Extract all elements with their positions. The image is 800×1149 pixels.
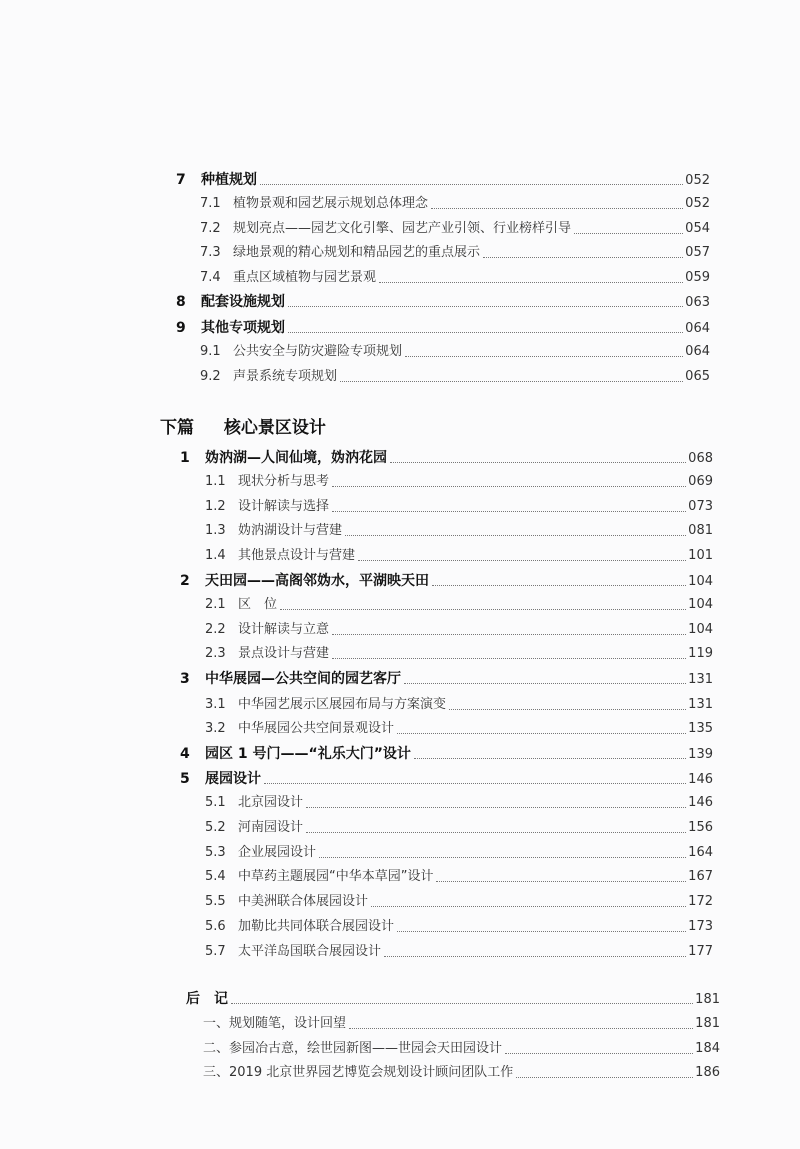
- toc-entry-title: 区 位: [238, 597, 278, 612]
- toc-entry-number: 5.2: [205, 820, 226, 835]
- toc-section-entry: [200, 369, 710, 387]
- toc-section-entry: [205, 845, 713, 863]
- toc-entry-number: 1.1: [205, 474, 226, 489]
- toc-entry-number: 1.2: [205, 499, 226, 514]
- toc-entry-number: 5.7: [205, 944, 226, 959]
- toc-leader-dots: [264, 782, 686, 784]
- toc-section-entry: [203, 1016, 720, 1034]
- toc-leader-dots: [436, 880, 686, 882]
- toc-page-number: 064: [685, 321, 710, 336]
- toc-entry-number: 3.1: [205, 697, 226, 712]
- toc-section-entry: [205, 894, 713, 912]
- toc-section-entry: [200, 270, 710, 288]
- toc-section-entry: [205, 869, 713, 887]
- toc-entry-title: 企业展园设计: [238, 845, 317, 860]
- toc-chapter-entry: [176, 172, 710, 190]
- toc-leader-dots: [405, 355, 683, 357]
- toc-entry-number: 9.2: [200, 369, 221, 384]
- toc-entry-number: 8: [176, 294, 186, 310]
- toc-leader-dots: [384, 955, 686, 957]
- toc-section-entry: [205, 622, 713, 640]
- toc-leader-dots: [432, 584, 686, 586]
- toc-leader-dots: [349, 1027, 693, 1029]
- part-heading: [160, 413, 326, 438]
- toc-leader-dots: [332, 485, 686, 487]
- toc-leader-dots: [371, 905, 686, 907]
- toc-entry-number: 5.1: [205, 795, 226, 810]
- toc-chapter-entry: [176, 320, 710, 338]
- toc-entry-title: 中华展园公共空间景观设计: [238, 721, 395, 736]
- toc-page-number: 146: [688, 772, 713, 787]
- toc-entry-title: 设计解读与选择: [238, 499, 330, 514]
- toc-leader-dots: [306, 806, 686, 808]
- toc-page-number: 065: [685, 369, 710, 384]
- toc-section-entry: [205, 499, 713, 517]
- toc-entry-title: 景点设计与营建: [238, 646, 330, 661]
- toc-page-number: 052: [685, 196, 710, 211]
- toc-entry-title: 中华展园—公共空间的园艺客厅: [205, 671, 401, 687]
- toc-leader-dots: [231, 1002, 693, 1004]
- toc-page-number: 146: [688, 795, 713, 810]
- toc-section-entry: [205, 548, 713, 566]
- toc-leader-dots: [332, 633, 686, 635]
- toc-leader-dots: [574, 232, 683, 234]
- toc-leader-dots: [280, 608, 686, 610]
- toc-entry-number: 7.4: [200, 270, 221, 285]
- toc-entry-number: 9.1: [200, 344, 221, 359]
- toc-entry-number: 1: [180, 450, 190, 466]
- toc-entry-title: 后 记: [186, 991, 228, 1007]
- toc-section-entry: [203, 1041, 720, 1059]
- toc-entry-number: 5.3: [205, 845, 226, 860]
- toc-entry-title: 妫汭湖—人间仙境，妫汭花园: [205, 450, 387, 466]
- toc-page-number: 186: [695, 1065, 720, 1080]
- toc-entry-title: 其他景点设计与营建: [238, 548, 356, 563]
- toc-entry-title: 二、参园冶古意，绘世园新图——世园会天田园设计: [203, 1041, 503, 1056]
- toc-entry-number: 2.3: [205, 646, 226, 661]
- toc-entry-number: 7.1: [200, 196, 221, 211]
- toc-section-entry: [205, 820, 713, 838]
- toc-entry-number: 5.6: [205, 919, 226, 934]
- toc-page-number: 131: [688, 672, 713, 687]
- toc-page-number: 131: [688, 697, 713, 712]
- toc-section-entry: [203, 1065, 720, 1083]
- toc-section-entry: [205, 697, 713, 715]
- toc-entry-title: 三、2019 北京世界园艺博览会规划设计顾问团队工作: [203, 1065, 514, 1080]
- toc-page-number: 167: [688, 869, 713, 884]
- toc-entry-number: 1.3: [205, 523, 226, 538]
- toc-page-number: 059: [685, 270, 710, 285]
- toc-entry-number: 2.2: [205, 622, 226, 637]
- toc-leader-dots: [449, 708, 686, 710]
- toc-leader-dots: [397, 732, 686, 734]
- toc-page-number: 081: [688, 523, 713, 538]
- toc-entry-title: 北京园设计: [238, 795, 304, 810]
- toc-page-number: 104: [688, 574, 713, 589]
- toc-entry-number: 5.5: [205, 894, 226, 909]
- toc-section-entry: [205, 646, 713, 664]
- toc-leader-dots: [332, 510, 686, 512]
- toc-entry-number: 9: [176, 320, 186, 336]
- toc-page-number: 139: [688, 747, 713, 762]
- toc-entry-title: 规划亮点——园艺文化引擎、园艺产业引领、行业榜样引导: [233, 221, 572, 236]
- toc-leader-dots: [483, 256, 683, 258]
- toc-leader-dots: [404, 682, 686, 684]
- toc-entry-title: 公共安全与防灾避险专项规划: [233, 344, 403, 359]
- toc-page-number: 054: [685, 221, 710, 236]
- toc-section-entry: [205, 919, 713, 937]
- toc-page-number: 104: [688, 622, 713, 637]
- toc-entry-title: 河南园设计: [238, 820, 304, 835]
- toc-page-number: 135: [688, 721, 713, 736]
- toc-entry-title: 天田园——高阁邻妫水，平湖映天田: [205, 573, 429, 589]
- toc-page-number: 173: [688, 919, 713, 934]
- toc-entry-title: 中草药主题展园“中华本草园”设计: [238, 869, 434, 884]
- toc-entry-number: 2.1: [205, 597, 226, 612]
- toc-leader-dots: [358, 559, 686, 561]
- toc-entry-title: 一、规划随笔，设计回望: [203, 1016, 347, 1031]
- toc-leader-dots: [260, 183, 683, 185]
- toc-entry-title: 太平洋岛国联合展园设计: [238, 944, 382, 959]
- toc-entry-title: 园区 1 号门——“礼乐大门”设计: [205, 746, 411, 762]
- toc-entry-title: 现状分析与思考: [238, 474, 330, 489]
- toc-entry-number: 2: [180, 573, 190, 589]
- toc-page-number: 177: [688, 944, 713, 959]
- toc-entry-title: 声景系统专项规划: [233, 369, 338, 384]
- toc-section-entry: [205, 474, 713, 492]
- toc-chapter-entry: [180, 573, 713, 591]
- toc-page-number: 172: [688, 894, 713, 909]
- toc-page-number: 101: [688, 548, 713, 563]
- toc-chapter-entry: [186, 991, 720, 1009]
- part-label: 下篇: [160, 418, 194, 438]
- toc-section-entry: [205, 795, 713, 813]
- toc-leader-dots: [390, 461, 686, 463]
- toc-entry-number: 5: [180, 771, 190, 787]
- toc-leader-dots: [306, 831, 686, 833]
- toc-page-number: 119: [688, 646, 713, 661]
- toc-entry-number: 7: [176, 172, 186, 188]
- toc-entry-number: 3: [180, 671, 190, 687]
- toc-page-number: 064: [685, 344, 710, 359]
- toc-leader-dots: [340, 380, 683, 382]
- toc-entry-number: 7.2: [200, 221, 221, 236]
- toc-section-entry: [205, 523, 713, 541]
- toc-leader-dots: [414, 757, 686, 759]
- toc-entry-title: 种植规划: [201, 172, 257, 188]
- toc-section-entry: [200, 221, 710, 239]
- toc-entry-title: 其他专项规划: [201, 320, 285, 336]
- toc-page-number: 069: [688, 474, 713, 489]
- toc-section-entry: [200, 245, 710, 263]
- toc-entry-title: 中美洲联合体展园设计: [238, 894, 369, 909]
- toc-page-number: 068: [688, 451, 713, 466]
- toc-entry-number: 7.3: [200, 245, 221, 260]
- toc-entry-title: 植物景观和园艺展示规划总体理念: [233, 196, 429, 211]
- toc-chapter-entry: [180, 671, 713, 689]
- toc-entry-number: 1.4: [205, 548, 226, 563]
- toc-entry-number: 4: [180, 746, 190, 762]
- toc-section-entry: [200, 344, 710, 362]
- toc-page-number: 181: [695, 992, 720, 1007]
- toc-section-entry: [205, 597, 713, 615]
- toc-leader-dots: [288, 331, 683, 333]
- toc-leader-dots: [345, 534, 686, 536]
- toc-leader-dots: [397, 930, 686, 932]
- toc-leader-dots: [319, 856, 686, 858]
- toc-section-entry: [205, 721, 713, 739]
- toc-page-number: 073: [688, 499, 713, 514]
- toc-page-number: 184: [695, 1041, 720, 1056]
- toc-page-number: 104: [688, 597, 713, 612]
- toc-entry-title: 配套设施规划: [201, 294, 285, 310]
- toc-entry-number: 5.4: [205, 869, 226, 884]
- toc-chapter-entry: [180, 450, 713, 468]
- toc-entry-title: 展园设计: [205, 771, 261, 787]
- toc-leader-dots: [332, 657, 686, 659]
- toc-entry-number: 3.2: [205, 721, 226, 736]
- toc-entry-title: 设计解读与立意: [238, 622, 330, 637]
- toc-section-entry: [200, 196, 710, 214]
- toc-section-entry: [205, 944, 713, 962]
- toc-page-number: 181: [695, 1016, 720, 1031]
- toc-entry-title: 妫汭湖设计与营建: [238, 523, 343, 538]
- toc-leader-dots: [431, 207, 683, 209]
- toc-page-number: 164: [688, 845, 713, 860]
- toc-page-number: 057: [685, 245, 710, 260]
- toc-page-number: 052: [685, 173, 710, 188]
- toc-chapter-entry: [176, 294, 710, 312]
- part-title: 核心景区设计: [223, 418, 326, 438]
- toc-chapter-entry: [180, 746, 713, 764]
- toc-entry-title: 加勒比共同体联合展园设计: [238, 919, 395, 934]
- toc-chapter-entry: [180, 771, 713, 789]
- toc-page-number: 156: [688, 820, 713, 835]
- toc-leader-dots: [516, 1076, 693, 1078]
- toc-entry-title: 重点区域植物与园艺景观: [233, 270, 377, 285]
- toc-leader-dots: [288, 305, 683, 307]
- toc-entry-title: 绿地景观的精心规划和精品园艺的重点展示: [233, 245, 481, 260]
- toc-leader-dots: [505, 1052, 693, 1054]
- toc-page-number: 063: [685, 295, 710, 310]
- toc-leader-dots: [379, 281, 683, 283]
- toc-entry-title: 中华园艺展示区展园布局与方案演变: [238, 697, 447, 712]
